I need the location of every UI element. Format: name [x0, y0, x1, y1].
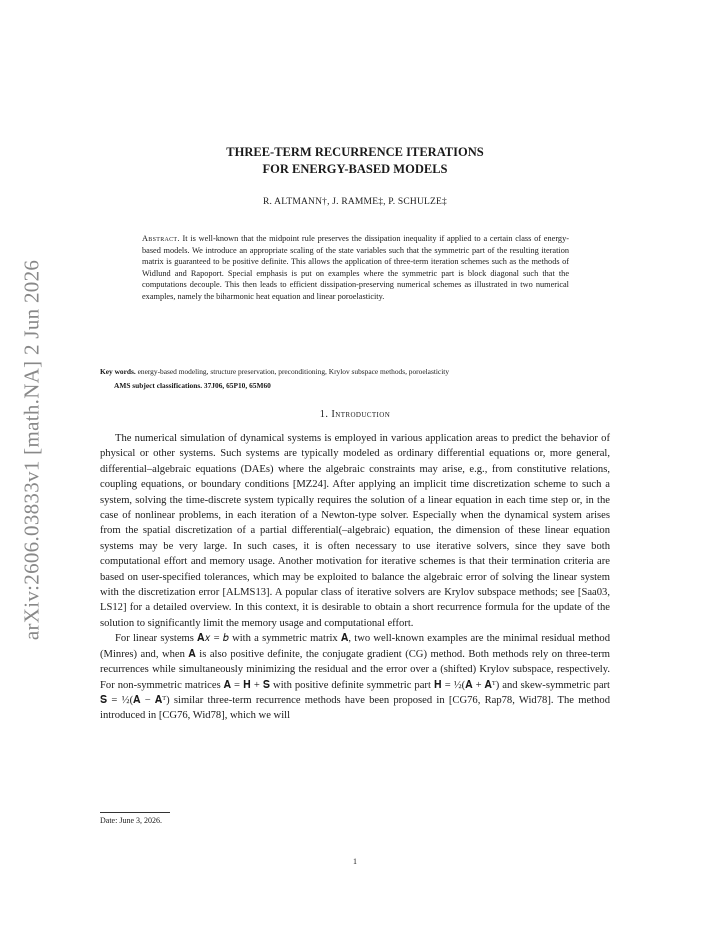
title-line-2: FOR ENERGY-BASED MODELS	[262, 162, 448, 176]
page-number: 1	[353, 857, 357, 866]
arxiv-id-text: arXiv:2606.03833v1 [math.NA] 2 Jun 2026	[19, 259, 44, 641]
section-heading	[100, 409, 610, 420]
keywords-text: energy-based modeling, structure preservation, preconditioning, Krylov subspace methods, poroelasticity	[137, 367, 450, 376]
keywords-label: Key words.	[100, 367, 136, 376]
arxiv-identifier	[14, 250, 50, 650]
footnote: Date: June 3, 2026.	[100, 816, 162, 825]
section-number: 1.	[319, 409, 329, 420]
ams-classifications: AMS subject classifications. 37J06, 65P10, 65M60	[114, 381, 271, 390]
authors: R. ALTMANN†, J. RAMME‡, P. SCHULZE‡	[262, 197, 447, 207]
footnote-rule	[100, 812, 170, 813]
abstract-text: It is well-known that the midpoint rule preserves the dissipation inequality if applied to a certain class of energy-based models. We introduce an appropriate scaling of the state variables such that the symmetric part of the resulting iteration matrix is guaranteed to be positive definite. This allows the application of three-term iteration schemes such as the methods of Widlund and Rapoport. Special emphasis is put on examples where the symmetric part is block diagonal such that the computations decouple. This then leads to efficient dissipation-preserving numerical schemes as illustrated in two numerical examples, namely the biharmonic heat equation and linear poroelasticity.	[142, 234, 569, 301]
body-text	[100, 431, 610, 724]
title-line-1: THREE-TERM RECURRENCE ITERATIONS	[226, 145, 484, 159]
abstract-label: Abstract.	[142, 234, 180, 243]
keywords	[100, 367, 610, 377]
paragraph: The numerical simulation of dynamical systems is employed in various application areas to predict the behavior of physical or other systems. Such systems are typically modeled as ordinary differential equations or, more general, differential–algebraic equations (DAEs) where the algebraic constraints may arise, e.g., from constitutive relations, coupling equations, or boundary conditions [MZ24]. After applying an implicit time discretization scheme to such a system, solving the time-discrete system typically requires the solution of a linear equation in each time step or, in the case of nonlinear problems, in each iteration of a Newton-type solver. Especially when the dynamical system arises from the spatial discretization of a partial differential(–algebraic) equation, the dimension of these linear equation systems may be very large. In such cases, it is often necessary to use iterative solvers, since they save both computational effort and memory usage. Another motivation for iterative schemes is that their termination criteria are based on user-specified tolerances, which may be exploited to balance the algebraic error of solving the linear system with the discretization error [ALMS13]. A popular class of iterative solvers are Krylov subspace methods; see [Saa03, LS12] for a detailed overview. In this context, it is desirable to obtain a short recurrence formula for the update of the solution to significantly limit the memory usage and computational effort.	[100, 433, 610, 629]
paper-title	[100, 144, 610, 178]
abstract	[142, 233, 569, 303]
section-title: Introduction	[331, 409, 391, 420]
paragraph: For linear systems 𝐀𝑥 = 𝑏 with a symmetric matrix 𝐀, two well-known examples are the minimal residual method (Minres) and, when 𝐀 is also positive definite, the conjugate gradient (CG) method. Both methods rely on three-term recurrences while simultaneously minimizing the residual and the error over a (shifted) Krylov subspace, respectively. For non-symmetric matrices 𝐀 = 𝐇 + 𝐒 with positive definite symmetric part 𝐇 = ½(𝐀 + 𝐀ᵀ) and skew-symmetric part 𝐒 = ½(𝐀 − 𝐀ᵀ) similar three-term recurrence methods have been proposed in [CG76, Rap78, Wid78]. The method introduced in [CG76, Wid78], which we will	[100, 633, 610, 722]
